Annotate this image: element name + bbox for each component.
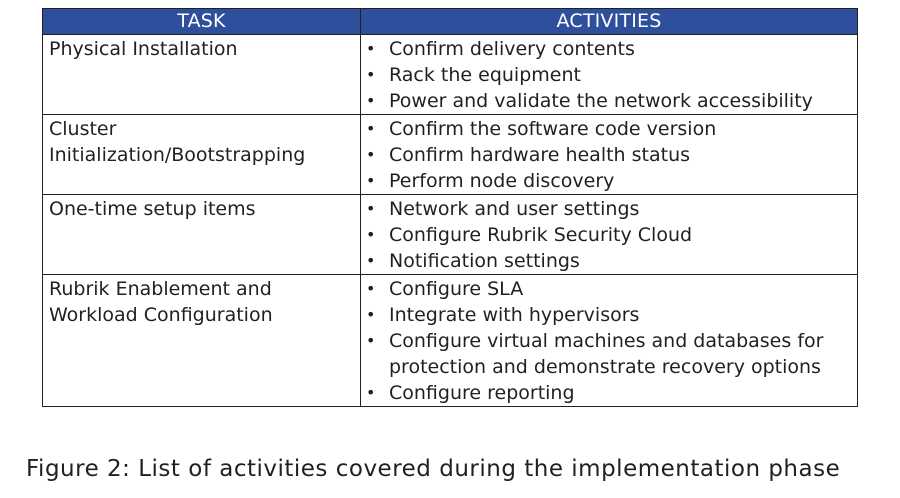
list-item	[361, 196, 853, 222]
table-row	[43, 195, 857, 275]
bullet-icon: •	[366, 145, 376, 164]
activity-text: Configure SLA	[389, 278, 524, 300]
table-row	[43, 275, 857, 406]
table-header-row	[43, 9, 857, 35]
task-cell: One-time setup items	[43, 195, 361, 274]
activity-text: Confirm the software code version	[389, 118, 717, 140]
bullet-icon: •	[366, 39, 376, 58]
bullet-icon: •	[366, 65, 376, 84]
bullet-icon: •	[366, 305, 376, 324]
activity-text: Perform node discovery	[389, 170, 615, 192]
bullet-icon: •	[366, 119, 376, 138]
activities-list	[361, 196, 853, 274]
task-cell: Physical Installation	[43, 35, 361, 114]
activities-list	[361, 36, 853, 114]
list-item	[361, 380, 853, 406]
bullet-icon: •	[366, 171, 376, 190]
activities-cell	[361, 275, 857, 406]
list-item	[361, 36, 853, 62]
bullet-icon: •	[366, 251, 376, 270]
list-item	[361, 116, 853, 142]
bullet-icon: •	[366, 199, 376, 218]
list-item	[361, 222, 853, 248]
activity-text: Confirm delivery contents	[389, 38, 635, 60]
activity-text: Configure Rubrik Security Cloud	[389, 224, 693, 246]
list-item	[361, 62, 853, 88]
activity-text: Power and validate the network accessibility	[389, 90, 813, 112]
table-row	[43, 35, 857, 115]
activities-table	[42, 8, 858, 407]
bullet-icon: •	[366, 91, 376, 110]
activity-text: Rack the equipment	[389, 64, 581, 86]
activity-text: Notification settings	[389, 250, 580, 272]
figure-caption: Figure 2: List of activities covered during the implementation phase	[26, 456, 841, 482]
list-item	[361, 328, 853, 380]
activities-cell	[361, 115, 857, 194]
task-cell: Cluster Initialization/Bootstrapping	[43, 115, 361, 194]
bullet-icon: •	[366, 279, 376, 298]
list-item	[361, 168, 853, 194]
table-body	[43, 35, 857, 406]
list-item	[361, 276, 853, 302]
list-item	[361, 142, 853, 168]
header-activities: ACTIVITIES	[556, 10, 662, 32]
activity-text: Configure reporting	[389, 382, 575, 404]
header-task: TASK	[43, 9, 361, 34]
activity-text: Integrate with hypervisors	[389, 304, 640, 326]
activity-text: Network and user settings	[389, 198, 640, 220]
task-cell: Rubrik Enablement and Workload Configuration	[43, 275, 361, 406]
activity-text: Confirm hardware health status	[389, 144, 691, 166]
bullet-icon: •	[366, 383, 376, 402]
activities-list	[361, 276, 853, 406]
activities-list	[361, 116, 853, 194]
activities-cell	[361, 35, 857, 114]
activities-cell	[361, 195, 857, 274]
table-row	[43, 115, 857, 195]
bullet-icon: •	[366, 225, 376, 244]
bullet-icon: •	[366, 331, 376, 350]
activity-text: Configure virtual machines and databases for protection and demonstrate recovery options	[389, 330, 824, 378]
list-item	[361, 248, 853, 274]
list-item	[361, 88, 853, 114]
list-item	[361, 302, 853, 328]
